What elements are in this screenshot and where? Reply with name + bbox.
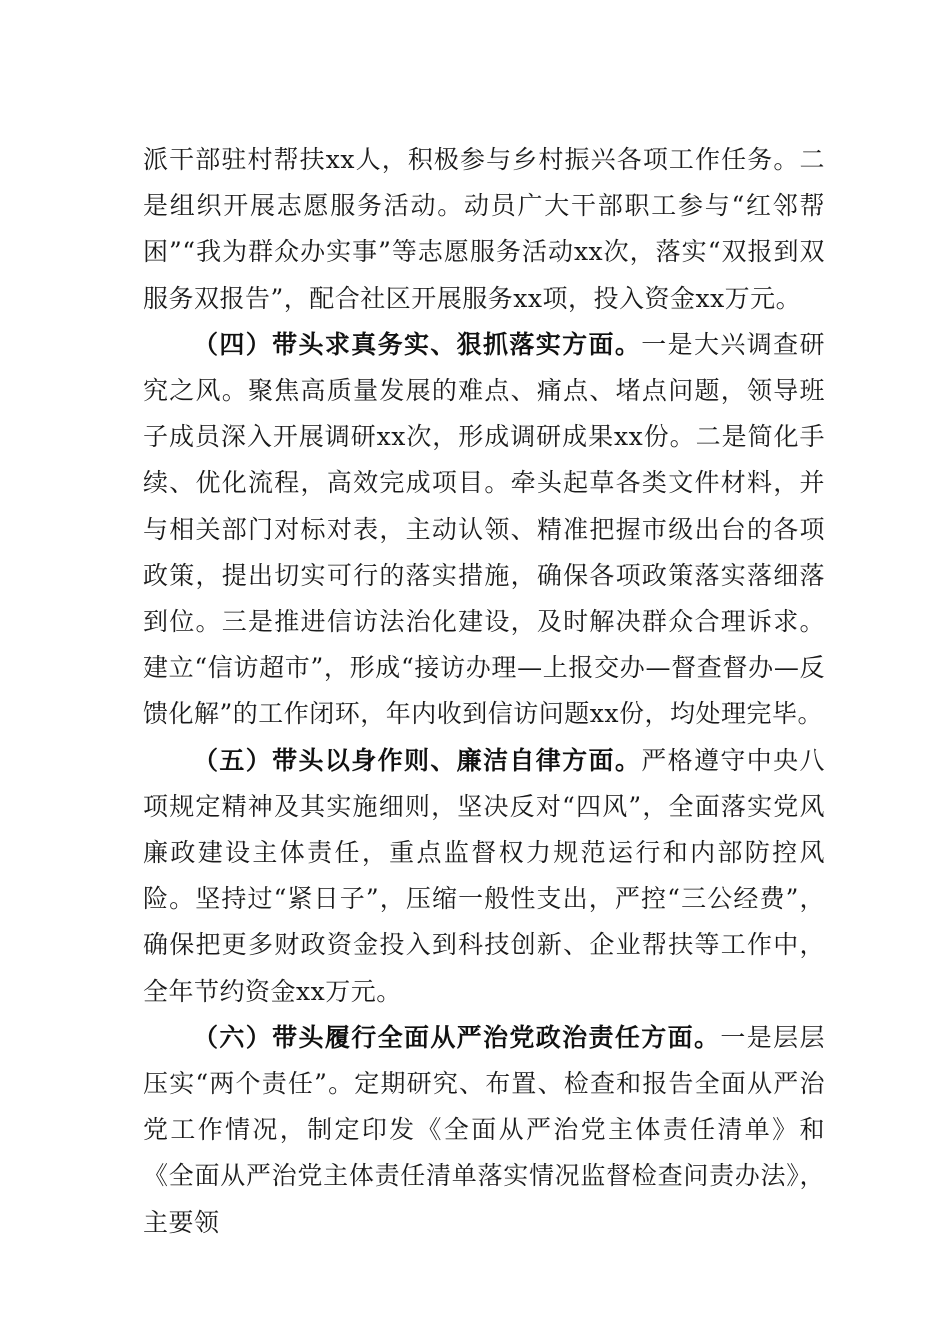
paragraph-text: 一是大兴调查研究之风。聚焦高质量发展的难点、痛点、堵点问题，领导班子成员深入开展调研xx次，形成调研成果xx份。二是简化手续、优化流程，高效完成项目。牵头起草各类文件材料，并与相关部门对标对表，主动认领、精准把握市级出台的各项政策，提出切实可行的落实措施，确保各项政策落实落细落到位。三是推进信访法治化建设，及时解决群众合理诉求。建立“信访超市”，形成“接访办理—上报交办—督查督办—反馈化解”的工作闭环，年内收到信访问题xx份，均处理完毕。 [143, 329, 825, 729]
paragraph-section-4 [143, 322, 825, 738]
paragraph-continuation [143, 137, 825, 322]
paragraph-section-6 [143, 1015, 825, 1246]
paragraph-text: 一是层层压实“两个责任”。定期研究、布置、检查和报告全面从严治党工作情况，制定印发《全面从严治党主体责任清单》和《全面从严治党主体责任清单落实情况监督检查问责办法》，主要领 [143, 1022, 825, 1237]
section-heading: （四）带头求真务实、狠抓落实方面。 [193, 329, 642, 359]
section-heading: （五）带头以身作则、廉洁自律方面。 [193, 745, 642, 775]
paragraph-text: 派干部驻村帮扶xx人，积极参与乡村振兴各项工作任务。二是组织开展志愿服务活动。动员广大干部职工参与“红邻帮困”“我为群众办实事”等志愿服务活动xx次，落实“双报到双服务双报告”，配合社区开展服务xx项，投入资金xx万元。 [143, 145, 825, 313]
paragraph-text: 严格遵守中央八项规定精神及其实施细则，坚决反对“四风”，全面落实党风廉政建设主体责任，重点监督权力规范运行和内部防控风险。坚持过“紧日子”，压缩一般性支出，严控“三公经费”，确保把更多财政资金投入到科技创新、企业帮扶等工作中，全年节约资金xx万元。 [143, 745, 825, 1006]
document-body [143, 137, 825, 1246]
section-heading: （六）带头履行全面从严治党政治责任方面。 [193, 1022, 721, 1052]
paragraph-section-5 [143, 738, 825, 1015]
